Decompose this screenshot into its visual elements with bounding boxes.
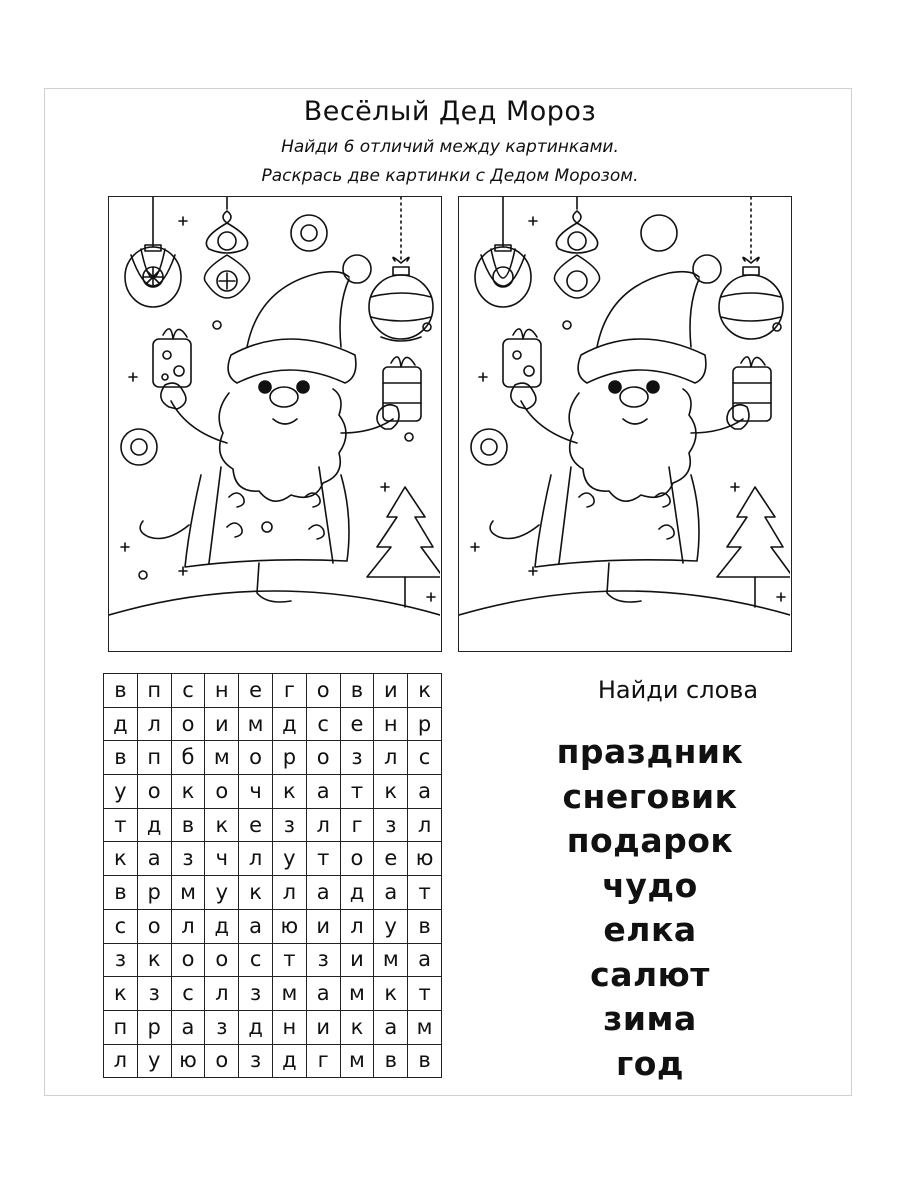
grid-cell[interactable]: м [272,977,306,1011]
grid-cell[interactable]: т [104,808,138,842]
picture-left [108,196,442,652]
grid-row [104,842,442,876]
grid-cell[interactable]: у [104,775,138,809]
grid-cell[interactable]: д [340,876,374,910]
grid-cell[interactable]: з [239,1044,273,1078]
grid-cell[interactable]: т [408,977,442,1011]
grid-cell[interactable]: л [340,909,374,943]
word-list [500,730,800,1086]
word-item: салют [590,954,710,994]
grid-cell[interactable]: у [137,1044,171,1078]
grid-cell[interactable]: ч [205,842,239,876]
grid-cell[interactable]: д [137,808,171,842]
grid-cell[interactable]: т [340,775,374,809]
grid-cell[interactable]: п [104,1010,138,1044]
grid-cell[interactable]: п [137,674,171,708]
grid-cell[interactable]: д [205,909,239,943]
grid-cell[interactable]: м [340,977,374,1011]
grid-cell[interactable]: д [239,1010,273,1044]
grid-cell[interactable]: р [137,1010,171,1044]
grid-cell[interactable]: с [239,943,273,977]
grid-cell[interactable]: н [272,1010,306,1044]
grid-row [104,1010,442,1044]
grid-cell[interactable]: г [340,808,374,842]
grid-cell[interactable]: р [272,741,306,775]
words-title: Найди слова [597,676,759,704]
grid-cell[interactable]: к [104,842,138,876]
grid-cell[interactable]: в [171,808,205,842]
grid-cell[interactable]: з [340,741,374,775]
grid-cell[interactable]: к [272,775,306,809]
word-item: чудо [602,865,698,905]
grid-cell[interactable]: о [137,909,171,943]
santa-illustration-right [459,197,790,650]
word-item: елка [603,910,697,949]
grid-cell[interactable]: л [137,707,171,741]
grid-cell[interactable]: б [171,741,205,775]
grid-cell[interactable]: к [340,1010,374,1044]
grid-cell[interactable]: и [306,909,340,943]
grid-cell[interactable]: с [171,977,205,1011]
grid-cell[interactable]: а [137,842,171,876]
word-item: зима [603,999,697,1038]
grid-cell[interactable]: с [408,741,442,775]
grid-cell[interactable]: а [306,977,340,1011]
grid-cell[interactable]: ч [239,775,273,809]
grid-cell[interactable]: в [104,674,138,708]
grid-cell[interactable]: а [374,876,408,910]
grid-cell[interactable]: ю [171,1044,205,1078]
grid-cell[interactable]: д [272,707,306,741]
word-item: год [615,1043,685,1083]
grid-row [104,707,442,741]
grid-cell[interactable]: м [374,943,408,977]
instruction-differences: Найди 6 отличий между картинками. [281,137,619,157]
grid-cell[interactable]: с [104,909,138,943]
grid-row [104,943,442,977]
grid-cell[interactable]: л [408,808,442,842]
grid-cell[interactable]: к [374,977,408,1011]
grid-cell[interactable]: д [104,707,138,741]
grid-cell[interactable]: м [340,1044,374,1078]
page-title: Весёлый Дед Мороз [303,96,597,127]
grid-cell[interactable]: с [171,674,205,708]
grid-cell[interactable]: н [374,707,408,741]
grid-cell[interactable]: о [171,943,205,977]
santa-illustration-left [109,197,440,650]
grid-cell[interactable]: с [306,707,340,741]
grid-cell[interactable]: н [205,674,239,708]
grid-cell[interactable]: т [272,943,306,977]
grid-cell[interactable]: к [374,775,408,809]
grid-row [104,1044,442,1078]
grid-cell[interactable]: о [205,943,239,977]
grid-cell[interactable]: з [205,1010,239,1044]
grid-cell[interactable]: к [408,674,442,708]
grid-cell[interactable]: у [374,909,408,943]
grid-cell[interactable]: м [171,876,205,910]
grid-cell[interactable]: з [137,977,171,1011]
grid-cell[interactable]: л [272,876,306,910]
grid-row [104,977,442,1011]
grid-cell[interactable]: и [306,1010,340,1044]
grid-cell[interactable]: з [171,842,205,876]
grid-cell[interactable]: л [205,977,239,1011]
grid-cell[interactable]: в [408,1044,442,1078]
grid-cell[interactable]: о [306,674,340,708]
grid-cell[interactable]: л [239,842,273,876]
grid-cell[interactable]: м [205,741,239,775]
grid-cell[interactable]: о [239,741,273,775]
grid-cell[interactable]: у [272,842,306,876]
grid-cell[interactable]: з [306,943,340,977]
grid-cell[interactable]: а [306,775,340,809]
grid-cell[interactable]: в [340,674,374,708]
grid-cell[interactable]: в [408,909,442,943]
grid-cell[interactable]: м [239,707,273,741]
grid-cell[interactable]: д [272,1044,306,1078]
grid-row [104,674,442,708]
grid-row [104,775,442,809]
grid-cell[interactable]: з [374,808,408,842]
grid-cell[interactable]: а [408,775,442,809]
grid-cell[interactable]: а [239,909,273,943]
grid-cell[interactable]: и [374,674,408,708]
grid-cell[interactable]: к [239,876,273,910]
grid-cell[interactable]: о [171,707,205,741]
grid-cell[interactable]: з [239,977,273,1011]
grid-cell[interactable]: р [137,876,171,910]
grid-cell[interactable]: о [306,741,340,775]
grid-cell[interactable]: л [171,909,205,943]
word-search-grid [103,673,442,1078]
grid-cell[interactable]: у [205,876,239,910]
picture-right [458,196,792,652]
grid-row [104,741,442,775]
grid-cell[interactable]: в [104,876,138,910]
grid-cell[interactable]: л [374,741,408,775]
grid-cell[interactable]: а [408,943,442,977]
grid-cell[interactable]: к [171,775,205,809]
grid-cell[interactable]: е [239,808,273,842]
grid-cell[interactable]: п [137,741,171,775]
grid-cell[interactable]: г [306,1044,340,1078]
grid-cell[interactable]: т [408,876,442,910]
grid-cell[interactable]: к [104,977,138,1011]
grid-cell[interactable]: е [374,842,408,876]
grid-cell[interactable]: о [205,775,239,809]
grid-cell[interactable]: и [340,943,374,977]
grid-row [104,876,442,910]
grid-cell[interactable]: а [374,1010,408,1044]
grid-cell[interactable]: о [137,775,171,809]
instruction-coloring: Раскрась две картинки с Дедом Морозом. [261,166,639,186]
word-item: праздник [556,732,744,771]
word-item: подарок [566,821,734,860]
grid-cell[interactable]: з [272,808,306,842]
grid-row [104,808,442,842]
grid-cell[interactable]: к [137,943,171,977]
grid-cell[interactable]: а [171,1010,205,1044]
grid-cell[interactable]: л [104,1044,138,1078]
grid-cell[interactable]: т [306,842,340,876]
grid-cell[interactable]: а [306,876,340,910]
grid-cell[interactable]: в [104,741,138,775]
grid-cell[interactable]: м [408,1010,442,1044]
grid-cell[interactable]: ю [408,842,442,876]
grid-cell[interactable]: ю [272,909,306,943]
grid-cell[interactable]: о [205,1044,239,1078]
grid-cell[interactable]: в [374,1044,408,1078]
word-item: снеговик [562,776,738,816]
grid-row [104,909,442,943]
grid-cell[interactable]: л [306,808,340,842]
grid-cell[interactable]: р [408,707,442,741]
grid-cell[interactable]: з [104,943,138,977]
grid-cell[interactable]: к [205,808,239,842]
grid-cell[interactable]: е [340,707,374,741]
grid-cell[interactable]: и [205,707,239,741]
grid-cell[interactable]: г [272,674,306,708]
grid-cell[interactable]: е [239,674,273,708]
grid-cell[interactable]: о [340,842,374,876]
